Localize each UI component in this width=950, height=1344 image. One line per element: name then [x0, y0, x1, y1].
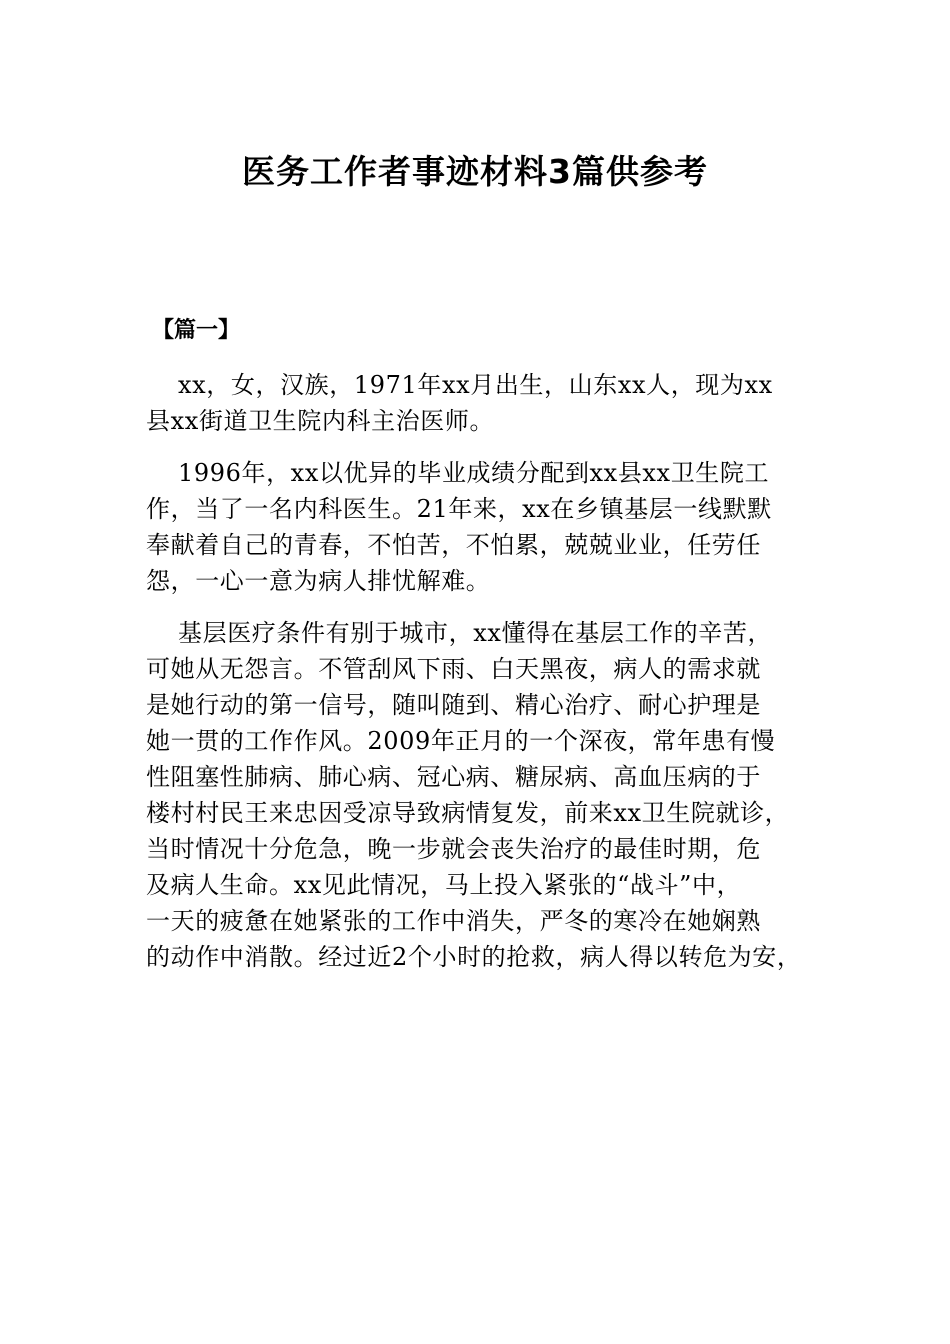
paragraph-line: 一天的疲惫在她紧张的工作中消失，严冬的寒冷在她娴熟	[146, 907, 761, 935]
paragraph-line: 作，当了一名内科医生。21年来，xx在乡镇基层一线默默	[146, 495, 772, 523]
paragraph-line: 是她行动的第一信号，随叫随到、精心治疗、耐心护理是	[146, 691, 761, 719]
paragraph-line: 基层医疗条件有别于城市，xx懂得在基层工作的辛苦，	[178, 619, 773, 647]
paragraph-1	[146, 367, 826, 439]
paragraph-line: 奉献着自己的青春，不怕苦，不怕累，兢兢业业，任劳任	[146, 531, 761, 559]
paragraph-2	[146, 455, 826, 599]
document-body	[146, 313, 826, 975]
paragraph-line: 性阻塞性肺病、肺心病、冠心病、糖尿病、高血压病的于	[146, 763, 761, 791]
paragraph-line: 可她从无怨言。不管刮风下雨、白天黑夜，病人的需求就	[146, 655, 761, 683]
paragraph-line: 她一贯的工作作风。2009年正月的一个深夜，常年患有慢	[146, 727, 776, 755]
paragraph-line: 及病人生命。xx见此情况，马上投入紧张的“战斗”中，	[146, 871, 742, 899]
paragraph-line: 的动作中消散。经过近2个小时的抢救，病人得以转危为安，	[146, 943, 802, 971]
document-title: 医务工作者事迹材料3篇供参考	[242, 152, 708, 191]
paragraph-line: 县xx街道卫生院内科主治医师。	[146, 407, 495, 435]
paragraph-line: 1996年，xx以优异的毕业成绩分配到xx县xx卫生院工	[178, 459, 770, 487]
section-heading: 【篇一】	[152, 318, 241, 343]
paragraph-line: 当时情况十分危急，晚一步就会丧失治疗的最佳时期，危	[146, 835, 761, 863]
paragraph-3	[146, 615, 826, 975]
paragraph-line: xx，女，汉族，1971年xx月出生，山东xx人，现为xx	[178, 371, 773, 399]
paragraph-line: 怨，一心一意为病人排忧解难。	[146, 567, 491, 595]
paragraph-line: 楼村村民王来忠因受凉导致病情复发，前来xx卫生院就诊，	[146, 799, 790, 827]
